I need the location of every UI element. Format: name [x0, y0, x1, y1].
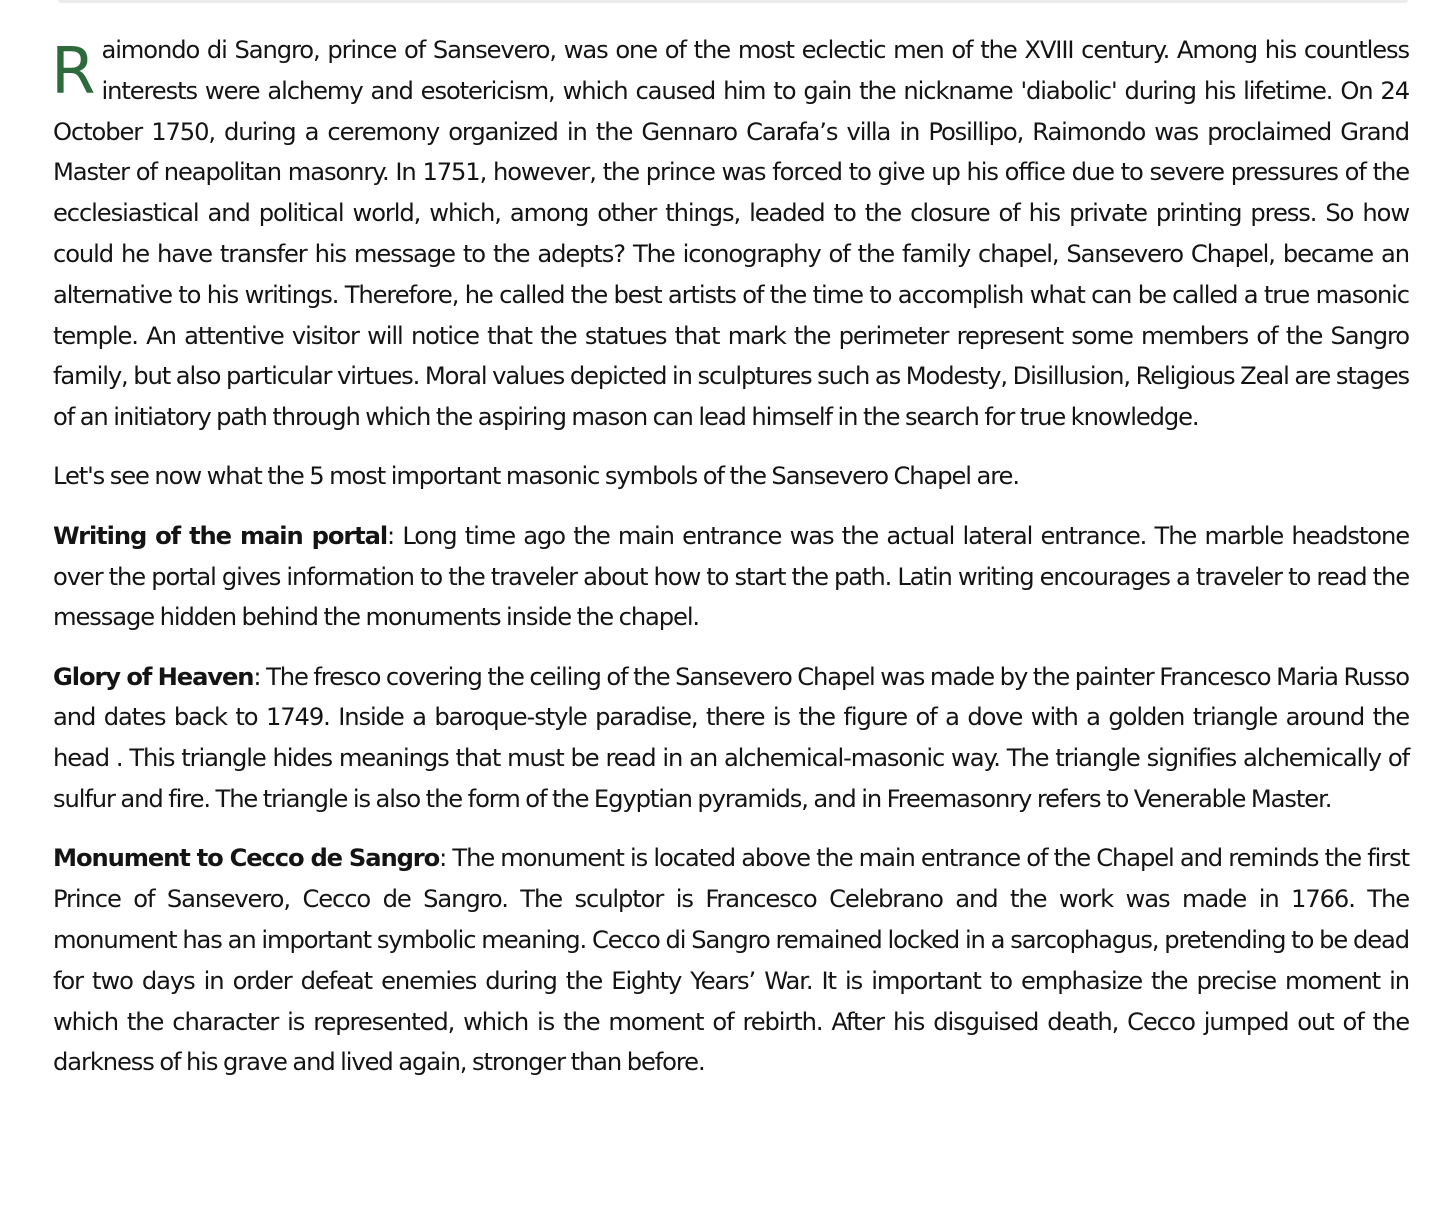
symbol-paragraph-cecco-de-sangro: [53, 838, 1409, 1083]
drop-cap: R: [51, 35, 96, 109]
symbol-paragraph-glory-of-heaven: [53, 657, 1409, 820]
symbol-paragraph-portal: [53, 516, 1409, 638]
article-body: [53, 30, 1409, 1102]
intro-text: aimondo di Sangro, prince of Sansevero, was one of the most eclectic men of the XVIII century. Among his countless interests were alchemy and esotericism, which caused him to gain the nickname 'diabolic' during his lifetime. On 24 October 1750, during a ceremony organized in the Gennaro Carafa’s villa in Posillipo, Raimondo was proclaimed Grand Master of neapolitan masonry. In 1751, however, the prince was forced to give up his office due to severe pressures of the ecclesiastical and political world, which, among other things, leaded to the closure of his private printing press. So how could he have transfer his message to the adepts? The iconography of the family chapel, Sansevero Chapel, became an alternative to his writings. Therefore, he called the best artists of the time to accomplish what can be called a true masonic temple. An attentive visitor will notice that the statues that mark the perimeter represent some members of the Sangro family, but also particular virtues. Moral values depicted in sculptures such as Modesty, Disillusion, Religious Zeal are stages of an initiatory path through which the aspiring mason can lead himself in the search for true knowledge.: [53, 36, 1409, 432]
intro-paragraph: [53, 30, 1409, 438]
symbol-description: : The monument is located above the main entrance of the Chapel and reminds the first Prince of Sansevero, Cecco de Sangro. The sculptor is Francesco Celebrano and the work was made in 1766. The monument has an important symbolic meaning. Cecco di Sangro remained locked in a sarcophagus, pretending to be dead for two days in order defeat enemies during the Eighty Years’ War. It is important to emphasize the precise moment in which the character is represented, which is the moment of rebirth. After his disguised death, Cecco jumped out of the darkness of his grave and lived again, stronger than before.: [53, 844, 1409, 1077]
symbol-term: Glory of Heaven: [53, 662, 254, 691]
symbol-description: : Long time ago the main entrance was the actual lateral entrance. The marble headstone over the portal gives information to the traveler about how to start the path. Latin writing encourages a traveler to read the message hidden behind the monuments inside the chapel.: [53, 521, 1410, 632]
symbol-term: Writing of the main portal: [53, 521, 388, 550]
lead-in-paragraph: Let's see now what the 5 most important masonic symbols of the Sansevero Chapel are.: [53, 462, 1019, 491]
symbol-term: Monument to Cecco de Sangro: [53, 844, 440, 873]
symbol-description: : The fresco covering the ceiling of the Sansevero Chapel was made by the painter Francesco Maria Russo and dates back to 1749. Inside a baroque-style paradise, there is the figure of a dove with a golden triangle around the head . This triangle hides meanings that must be read in an alchemical-masonic way. The triangle signifies alchemically of sulfur and fire. The triangle is also the form of the Egyptian pyramids, and in Freemasonry refers to Venerable Master.: [53, 662, 1409, 814]
top-divider: [58, 0, 1408, 3]
